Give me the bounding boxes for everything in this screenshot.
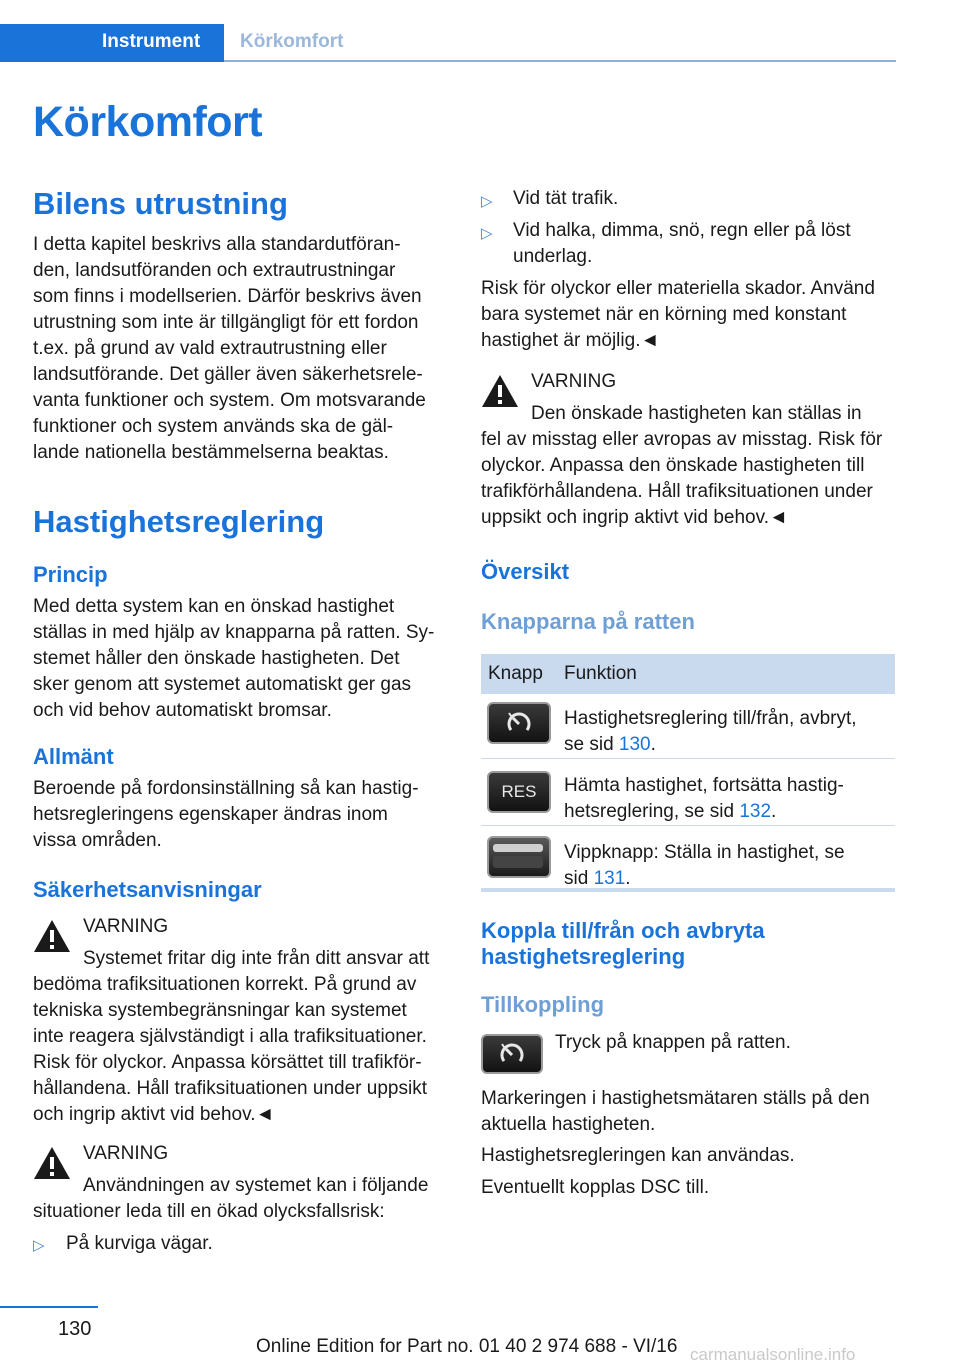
section-title-utrustning: Bilens utrustning: [33, 186, 288, 221]
warning2-label: VARNING: [83, 1143, 169, 1164]
section-title-hastighetsreglering: Hastighetsreglering: [33, 504, 325, 539]
res-button-icon: [487, 771, 551, 813]
allmant-text: Beroende på fordonsinställning så kan hastig- hetsregleringens egenskaper ändras inom vissa områden.: [33, 778, 419, 851]
table-header: [481, 654, 895, 694]
warning3-text: fel av misstag eller avropas av misstag. Risk för olyckor. Anpassa den önskade hastigheten till trafikförhållandena. Håll trafiksituationen under uppsikt och ingrip aktivt vid behov.◄: [481, 429, 883, 528]
warning-triangle-icon: [32, 1145, 72, 1181]
page-link-130[interactable]: 130: [618, 734, 651, 755]
table-row: [481, 759, 895, 826]
bullet-item: Vid halka, dimma, snö, regn eller på löst underlag.: [513, 220, 851, 267]
page-title: Körkomfort: [33, 98, 263, 146]
footer-edition: Online Edition for Part no. 01 40 2 974 688 - VI/16: [256, 1336, 678, 1357]
res-label: RES: [501, 782, 537, 801]
warning2-text: situationer leda till en ökad olycksfallsrisk:: [33, 1201, 385, 1222]
table-header-funktion: Funktion: [564, 663, 637, 684]
table-row: [481, 826, 895, 888]
bullet-item: Vid tät trafik.: [513, 188, 619, 209]
para-dsc: Eventuellt kopplas DSC till.: [481, 1177, 710, 1198]
footer-divider: [0, 1306, 98, 1308]
cruise-control-button-icon: [487, 702, 551, 744]
warning-triangle-icon: [480, 373, 520, 409]
para-anvandas: Hastighetsregleringen kan användas.: [481, 1145, 795, 1166]
table-cell-funktion: Hastighetsreglering till/från, avbryt, se sid 130.: [564, 708, 857, 755]
header-divider: [224, 60, 896, 62]
table-cell-funktion: Vippknapp: Ställa in hastighet, se sid 131.: [564, 842, 845, 889]
bullet-triangle-icon: ▷: [481, 225, 493, 242]
warning3-label: VARNING: [531, 371, 617, 392]
warning1-text: bedöma trafiksituationen korrekt. På grund av tekniska systembegränsningar kan systemet inte reagera självständigt i alla trafiksituationer. Risk för olyckor. Anpassa körsättet till trafikför- hållandena. Håll trafiksituationen under uppsikt och ingrip aktivt vid behov.◄: [33, 974, 427, 1125]
watermark: carmanualsonline.info: [690, 1345, 856, 1364]
page-link-132[interactable]: 132: [739, 801, 772, 822]
tillkoppling-text: Tryck på knappen på ratten.: [555, 1032, 791, 1053]
knappar-title: Knapparna på ratten: [481, 609, 695, 634]
warning2-first-line: Användningen av systemet kan i följande: [83, 1175, 429, 1196]
princip-title: Princip: [33, 562, 108, 587]
page-number: 130: [58, 1318, 92, 1340]
risk-text: Risk för olyckor eller materiella skador. Använd bara systemet när en körning med konstant hastighet är möjlig.◄: [481, 278, 875, 351]
utrustning-text: I detta kapitel beskrivs alla standardutföran- den, landsutföranden och extrautrustningar som finns i modellserien. Därför beskrivs även utrustning som inte är tillgängligt för ett fordon t.ex. på grund av vald extrautrustning eller landsutförande. Det gäller även säkerhetsrele- vanta funktioner och system. Om motsvarande funktioner och system används ska de gäl- lande nationella bestämmelserna beaktas.: [33, 234, 426, 463]
markering-text: Markeringen i hastighetsmätaren ställs på den aktuella hastigheten.: [481, 1088, 870, 1135]
warning1-label: VARNING: [83, 916, 169, 937]
bullet-triangle-icon: ▷: [33, 1237, 45, 1254]
bullet-item: På kurviga vägar.: [66, 1233, 213, 1254]
oversikt-title: Översikt: [481, 559, 570, 584]
buttons-table: [481, 654, 895, 892]
allmant-title: Allmänt: [33, 744, 114, 769]
table-header-knapp: Knapp: [488, 663, 543, 684]
table-row: [481, 694, 895, 759]
tab-instrument-label: Instrument: [102, 31, 201, 52]
warning3-first-line: Den önskade hastigheten kan ställas in: [531, 403, 862, 424]
warning1-first-line: Systemet fritar dig inte från ditt ansvar att: [83, 948, 430, 969]
warning-triangle-icon: [32, 918, 72, 954]
table-cell-funktion: Hämta hastighet, fortsätta hastig- hetsreglering, se sid 132.: [564, 775, 844, 822]
bullet-triangle-icon: ▷: [481, 193, 493, 210]
princip-text: Med detta system kan en önskad hastighet ställas in med hjälp av knapparna på ratten. Sy- stemet håller den önskade hastigheten. Det sker genom att systemet automatiskt ger gas och vid behov automatiskt bromsar.: [33, 596, 435, 721]
cruise-control-button-icon: [481, 1034, 543, 1074]
tillkoppling-title: Tillkoppling: [481, 992, 605, 1017]
tab-korkomfort-label[interactable]: Körkomfort: [240, 31, 344, 52]
page-link-131[interactable]: 131: [593, 868, 626, 889]
sakerhet-title: Säkerhetsanvisningar: [33, 877, 262, 902]
rocker-switch-icon: [487, 836, 551, 878]
koppla-title: Koppla till/från och avbryta hastighetsreglering: [481, 918, 765, 969]
